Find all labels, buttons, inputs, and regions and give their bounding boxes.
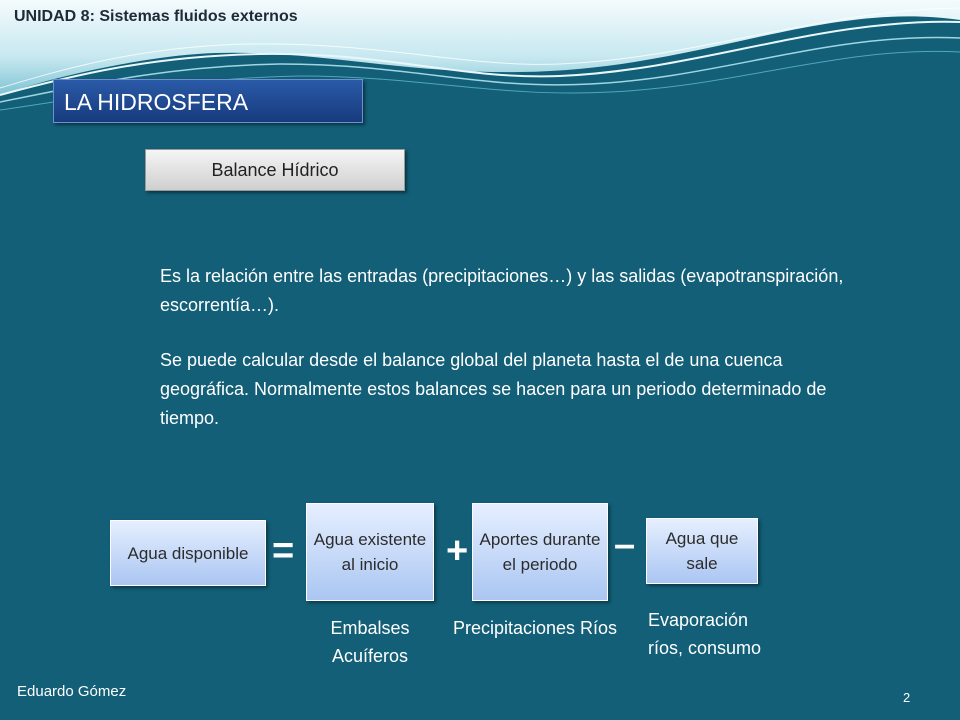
formula-box-initial-water [306, 503, 434, 601]
author-name: Eduardo Gómez [17, 683, 127, 700]
note-outflow: Evaporación ríos, consumo [648, 610, 762, 658]
formula-term-label: Agua que sale [665, 529, 739, 573]
minus-operator: – [614, 524, 636, 566]
note-initial-water: Embalses Acuíferos [330, 618, 410, 666]
formula-term-label: Agua disponible [127, 543, 249, 563]
formula-term-label: Aportes durante el periodo [479, 530, 601, 574]
note-inputs: Precipitaciones Ríos [452, 618, 618, 638]
equals-operator: = [272, 530, 295, 572]
unit-title: UNIDAD 8: Sistemas fluidos externos [14, 8, 298, 25]
definition-paragraph: Es la relación entre las entradas (precipitaciones…) y las salidas (evapotranspiración, escorrentía…). [160, 266, 844, 315]
formula-box-outflow [646, 518, 758, 584]
plus-operator: + [446, 530, 469, 572]
subtitle-box: Balance Hídrico [145, 149, 405, 191]
scope-paragraph: Se puede calcular desde el balance global del planeta hasta el de una cuenca geográfica. Normalmente estos balances se hacen para un periodo determinado de tiempo. [160, 350, 827, 428]
formula-box-available-water [110, 520, 266, 586]
section-title-box: LA HIDROSFERA [53, 79, 363, 123]
formula-term-label: Agua existente al inicio [313, 530, 427, 574]
page-number: 2 [903, 690, 911, 705]
formula-box-inputs [472, 503, 608, 601]
